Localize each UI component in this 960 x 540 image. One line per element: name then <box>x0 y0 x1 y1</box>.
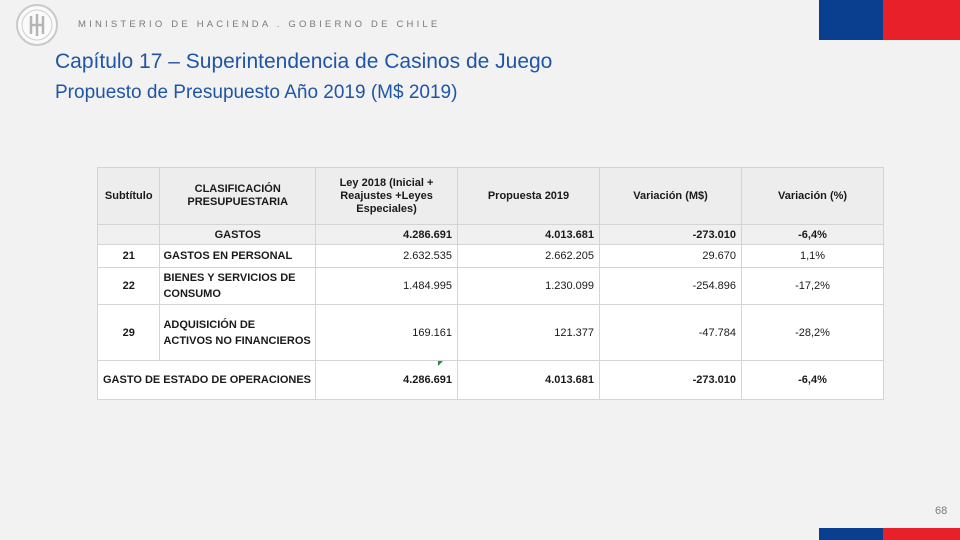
header-ley-line: Reajustes +Leyes <box>340 189 433 202</box>
header-subtitulo: Subtítulo <box>98 168 160 225</box>
gastos-var-pct: -6,4% <box>742 225 884 245</box>
row-subtitulo: 22 <box>98 268 160 305</box>
footer-var-pct: -6,4% <box>742 361 884 400</box>
flag-blue-block <box>819 528 883 540</box>
row-var-m: 29.670 <box>600 245 742 268</box>
row-var-m: -47.784 <box>600 305 742 361</box>
row-ley: 2.632.535 <box>316 245 458 268</box>
header-ley-line: Especiales) <box>356 202 417 215</box>
gastos-var-m: -273.010 <box>600 225 742 245</box>
header-var-m: Variación (M$) <box>600 168 742 225</box>
row-var-m: -254.896 <box>600 268 742 305</box>
page-number: 68 <box>935 505 948 517</box>
footer-ley: 4.286.691 <box>316 361 458 400</box>
row-label-line: CONSUMO <box>163 288 221 300</box>
row-ley: 1.484.995 <box>316 268 458 305</box>
table-row <box>98 245 884 268</box>
row-label <box>160 268 316 305</box>
row-label: GASTOS EN PERSONAL <box>160 245 316 268</box>
row-label-line: BIENES Y SERVICIOS DE <box>163 272 296 284</box>
footer-var-m: -273.010 <box>600 361 742 400</box>
row-propuesta: 1.230.099 <box>458 268 600 305</box>
flag-stripe-bottom <box>819 528 960 540</box>
gastos-row <box>98 225 884 245</box>
footer-row <box>98 361 884 400</box>
gastos-label: GASTOS <box>160 225 316 245</box>
row-label <box>160 305 316 361</box>
row-subtitulo: 29 <box>98 305 160 361</box>
table-header-row <box>98 168 884 225</box>
ministry-header: MINISTERIO DE HACIENDA . GOBIERNO DE CHILE <box>78 19 441 30</box>
row-var-pct: -17,2% <box>742 268 884 305</box>
table-row <box>98 268 884 305</box>
gastos-propuesta: 4.013.681 <box>458 225 600 245</box>
row-var-pct: 1,1% <box>742 245 884 268</box>
page-title: Capítulo 17 – Superintendencia de Casinos de Juego <box>55 50 553 73</box>
footer-propuesta: 4.013.681 <box>458 361 600 400</box>
row-propuesta: 121.377 <box>458 305 600 361</box>
row-var-pct: -28,2% <box>742 305 884 361</box>
row-propuesta: 2.662.205 <box>458 245 600 268</box>
header-ley-line: Ley 2018 (Inicial + <box>339 176 434 189</box>
flag-blue-block <box>819 0 883 40</box>
page-subtitle: Propuesto de Presupuesto Año 2019 (M$ 2019) <box>55 82 458 103</box>
table-row <box>98 305 884 361</box>
row-label-line: ACTIVOS NO FINANCIEROS <box>163 334 311 347</box>
row-subtitulo: 21 <box>98 245 160 268</box>
header-var-pct: Variación (%) <box>742 168 884 225</box>
budget-table <box>97 167 884 400</box>
header-propuesta: Propuesta 2019 <box>458 168 600 225</box>
header-clasificacion-line: PRESUPUESTARIA <box>187 196 289 208</box>
flag-stripe-top <box>819 0 960 40</box>
flag-red-block <box>883 0 960 40</box>
hacienda-logo-icon <box>16 4 58 46</box>
gastos-ley: 4.286.691 <box>316 225 458 245</box>
row-ley: 169.161 <box>316 305 458 361</box>
cell-comment-marker-icon <box>438 361 443 366</box>
flag-red-block <box>883 528 960 540</box>
header-clasificacion <box>160 168 316 225</box>
gastos-sub <box>98 225 160 245</box>
header-ley <box>316 168 458 225</box>
header-clasificacion-line: CLASIFICACIÓN <box>194 183 281 195</box>
footer-label: GASTO DE ESTADO DE OPERACIONES <box>98 361 316 400</box>
row-label-line: ADQUISICIÓN DE <box>163 318 256 331</box>
